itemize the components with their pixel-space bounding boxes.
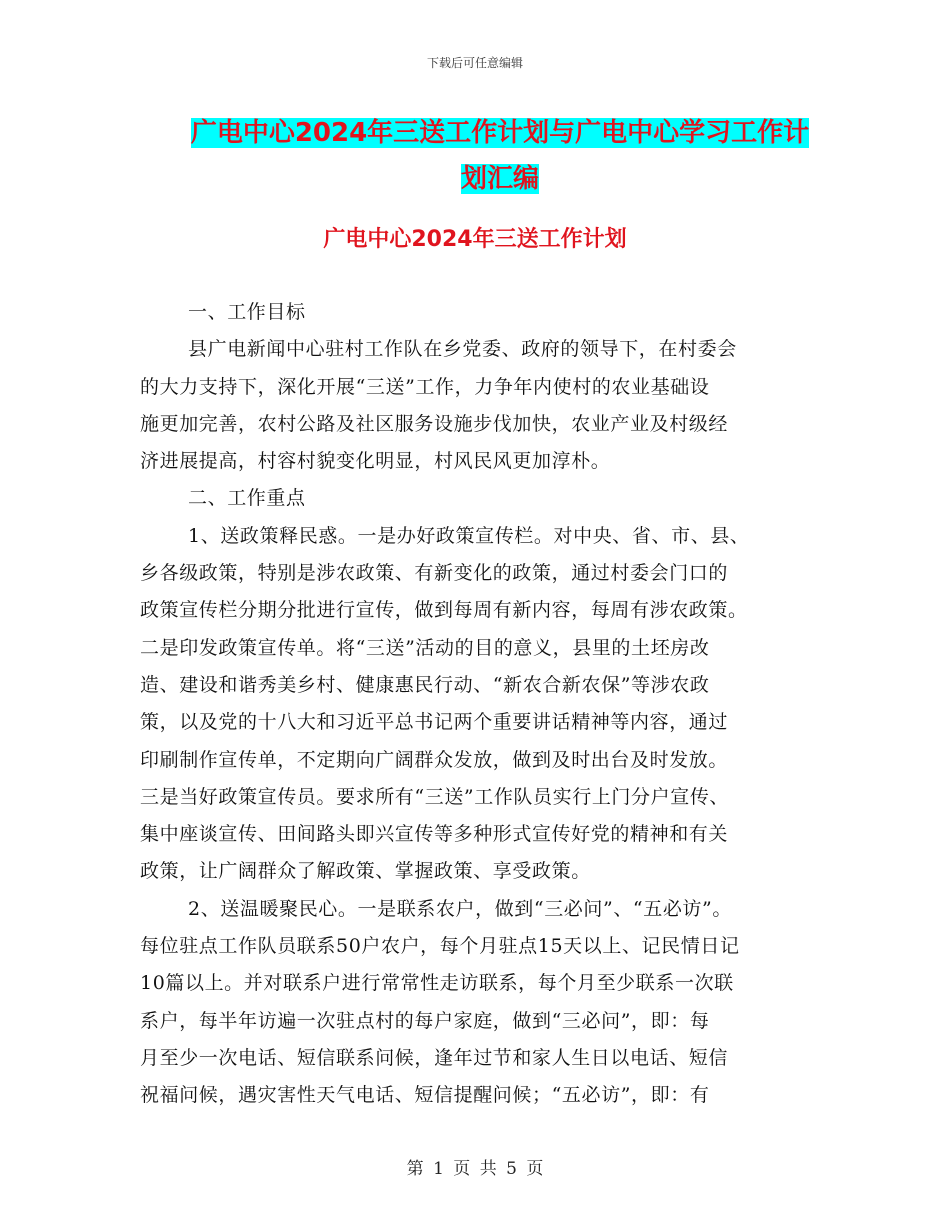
page-footer: 第 1 页 共 5 页 [406, 1159, 544, 1179]
paragraph-line: 祝福问候，遇灾害性天气电话、短信提醒问候；“五必访”，即：有 [140, 1084, 710, 1107]
paragraph-line: 印刷制作宣传单，不定期向广阔群众发放，做到及时出台及时发放。 [140, 748, 729, 771]
paragraph-line: 造、建设和谐秀美乡村、健康惠民行动、“新农合新农保”等涉农政 [140, 673, 710, 696]
paragraph-line: 县广电新闻中心驻村工作队在乡党委、政府的领导下，在村委会 [188, 338, 737, 361]
section-title: 广电中心2024年三送工作计划 [323, 227, 627, 252]
paragraph-line: 2、送温暖聚民心。一是联系农户，做到“三必问”、“五必访”。 [188, 897, 732, 920]
paragraph-line: 10篇以上。并对联系户进行常常性走访联系，每个月至少联系一次联 [140, 972, 734, 995]
paragraph-line: 月至少一次电话、短信联系问候，逢年过节和家人生日以电话、短信 [140, 1046, 729, 1069]
main-title-line-2: 划汇编 [460, 164, 539, 194]
header-note: 下载后可任意编辑 [426, 56, 523, 70]
paragraph-line: 政策宣传栏分期分批进行宣传，做到每周有新内容，每周有涉农政策。 [140, 599, 748, 622]
main-title [140, 110, 860, 202]
paragraph-line: 二是印发政策宣传单。将“三送”活动的目的意义，县里的土坯房改 [140, 636, 710, 659]
paragraph-line: 每位驻点工作队员联系50户农户，每个月驻点15天以上、记民情日记 [140, 935, 740, 958]
paragraph-line: 1、送政策释民惑。一是办好政策宣传栏。对中央、省、市、县、 [188, 524, 750, 547]
paragraph-line: 的大力支持下，深化开展“三送”工作，力争年内使村的农业基础设 [140, 375, 710, 398]
paragraph-line: 三是当好政策宣传员。要求所有“三送”工作队员实行上门分户宣传、 [140, 785, 730, 808]
paragraph-line: 系户，每半年访遍一次驻点村的每户家庭，做到“三必问”，即：每 [140, 1009, 710, 1032]
paragraph-line: 施更加完善，农村公路及社区服务设施步伐加快，农业产业及村级经 [140, 412, 729, 435]
heading-goals: 一、工作目标 [188, 301, 306, 323]
paragraph-line: 乡各级政策，特别是涉农政策、有新变化的政策，通过村委会门口的 [140, 562, 729, 585]
main-title-line-1: 广电中心2024年三送工作计划与广电中心学习工作计 [190, 118, 810, 148]
paragraph-line: 集中座谈宣传、田间路头即兴宣传等多种形式宣传好党的精神和有关 [140, 823, 729, 846]
paragraph-line: 济进展提高，村容村貌变化明显，村风民风更加淳朴。 [140, 450, 611, 473]
paragraph-line: 策，以及党的十八大和习近平总书记两个重要讲话精神等内容，通过 [140, 711, 729, 734]
body-text [140, 294, 820, 1115]
paragraph-line: 政策，让广阔群众了解政策、掌握政策、享受政策。 [140, 860, 591, 883]
heading-focus: 二、工作重点 [188, 487, 306, 510]
